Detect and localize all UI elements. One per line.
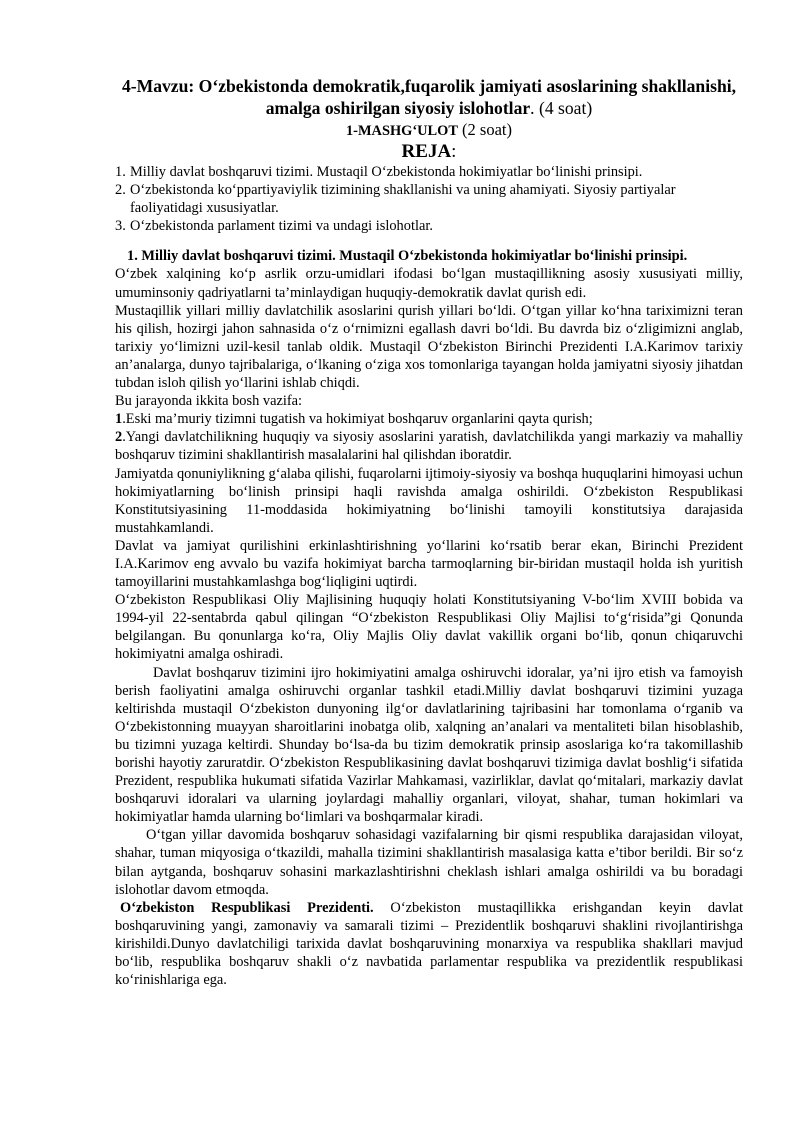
plan-heading-text: REJA <box>401 141 452 162</box>
topic-title-text: 4-Mavzu: O‘zbekistonda demokratik,fuqarolik jamiyati asoslarining shakllanishi, amalga oshirilgan siyosiy islohotlar <box>121 76 737 118</box>
paragraph: Davlat va jamiyat qurilishini erkinlashtirishning yo‘llarini ko‘rsatib berar ekan, Birinchi Prezident I.A.Karimov eng avvalo bu vazifa hokimiyat barcha tarmoqlarning bir-biridan mustaqil holda ish yuritish tamoyillarini mustahkamlashga bog‘liqligini uqtirdi. <box>115 537 743 591</box>
paragraph: Davlat boshqaruv tizimini ijro hokimiyatini amalga oshiruvchi idoralar, ya’ni ijro etish va famoyish berish faoliyatini amalga oshiruvchi organlar tashkil etadi.Milliy davlat boshqaruvi tizimini yuzaga keltirishda mustaqil O‘zbekiston dunyoning ilg‘or davlatlarining tajribasini har tomonlama o‘rganib va O‘zbekistonning muayyan sharoitlarini inobatga olib, xalqning an’analari va mentaliteti bilan hisoblashib, bu tizimni yuzaga keltirdi. Shunday bo‘lsa-da bu tizim demokratik prinsip asoslariga ko‘ra takomillashib borishi hayotiy zaruratdir. O‘zbekiston Respublikasining davlat boshqaruvi tizimiga davlat boshlig‘i sifatida Prezident, respublika hukumati sifatida Vazirlar Mahkamasi, vazirliklar, davlat qo‘mitalari, markaziy davlat boshqaruvi idoralari va ularning joylardagi mahalliy organlari, viloyat, shahar, tuman hokimlari va hokimiyatlar hamda ularning bo‘limlari va boshqarmalar kiradi. <box>115 664 743 826</box>
plan-item <box>115 217 743 235</box>
plan-item-number: 1. <box>115 164 126 180</box>
paragraph: Bu jarayonda ikkita bosh vazifa: <box>115 393 303 410</box>
paragraph: Mustaqillik yillari milliy davlatchilik asoslarini qurish yillari bo‘ldi. O‘tgan yillar ko‘hna tariximizni teran his qilish, hozirgi jahon sahnasida o‘z o‘rnimizni egallash davri bo‘ldi. Bu davrda biz o‘zligimizni anglab, tarixiy yo‘limizni uzil-kesil tanlab oldik. Mustaqil O‘zbekiston Birinchi Prezidenti I.A.Karimov tarixiy an’analarga, dunyo tajribalariga, o‘lkaning o‘ziga xos tomonlariga tayangan holda jamiyatni siyosiy jihatdan tubdan isloh qilish yo‘llarini ishlab chiqdi. <box>115 302 743 392</box>
lesson-label: 1-MASHG‘ULOT <box>345 123 458 139</box>
topic-title <box>115 76 743 119</box>
plan-item-text: O‘zbekistonda parlament tizimi va undagi islohotlar. <box>130 218 433 235</box>
paragraph: O‘zbek xalqining ko‘p asrlik orzu-umidlari ifodasi bo‘lgan mustaqillikning asosiy xususiyati milliy, umuminsoniy qadriyatlarni ta’minlaydigan huquqiy-demokratik davlat qurish edi. <box>115 266 743 301</box>
task-text: .Yangi davlatchilikning huquqiy va siyosiy asoslarini yaratish, davlatchilikda yangi markaziy va mahalliy boshqaruv tizimini shakllantirish masalalarini hal qilishdan iboratdir. <box>115 429 743 464</box>
plan-item-number: 3. <box>115 218 126 235</box>
paragraph: O‘zbekiston Respublikasi Oliy Majlisining huquqiy holati Konstitutsiyaning V-bo‘lim XVIII bobida va 1994-yil 22-sentabrda qabul qilingan “O‘zbekiston Respublikasi Oliy Majlisi to‘g‘risida”gi Qonunda belgilangan. Bu qonunlarga ko‘ra, Oliy Majlis Oliy davlat vakillik organi bo‘lib, qonun chiqaruvchi hokimiyatni amalga oshiradi. <box>115 592 743 663</box>
task-item <box>115 410 743 428</box>
paragraph-lead: O‘zbekiston Respublikasi Prezidenti. <box>120 899 374 916</box>
task-item <box>115 428 743 464</box>
section-heading: 1. Milliy davlat boshqaruvi tizimi. Mustaqil O‘zbekistonda hokimiyatlar bo‘linishi prinsipi. <box>127 248 688 265</box>
plan-list <box>115 163 743 235</box>
plan-item <box>115 181 743 217</box>
task-number: 2 <box>115 429 123 446</box>
paragraph: Jamiyatda qonuniylikning g‘alaba qilishi, fuqarolarni ijtimoiy-siyosiy va boshqa huquqlarini himoyasi uchun hokimiyatlarning bo‘linish prinsipi haqli ravishda amalga oshirildi. O‘zbekiston Respublikasi Konstitutsiyasining 11-moddasida hokimiyatning bo‘linishi tamoyili konstitutsiya darajasida mustahkamlandi. <box>115 465 743 536</box>
plan-item <box>115 163 743 181</box>
plan-item-text: Milliy davlat boshqaruvi tizimi. Mustaqil O‘zbekistonda hokimiyatlar bo‘linishi prinsipi. <box>130 164 643 180</box>
lesson-title <box>115 120 743 141</box>
paragraph: O‘tgan yillar davomida boshqaruv sohasidagi vazifalarning bir qismi respublika darajasidan viloyat, shahar, tuman miqyosiga o‘tkazildi, mahalla tizimini shakllantirish masalasiga katta e’tibor berildi. Bir so‘z bilan aytganda, boshqaruv sohasini markazlashtirishni cheklash ishlari amalga oshirildi va bu boradagi islohotlar davom etmoqda. <box>115 827 743 898</box>
task-number: 1 <box>115 411 123 428</box>
topic-hours: . (4 soat) <box>530 97 593 118</box>
plan-item-text: O‘zbekistonda ko‘ppartiyaviylik tizimining shakllanishi va uning ahamiyati. Siyosiy partiyalar faoliyatidagi xususiyatlar. <box>130 182 676 217</box>
plan-item-number: 2. <box>115 182 126 199</box>
plan-heading <box>115 141 743 162</box>
plan-heading-colon: : <box>451 141 457 162</box>
task-text: .Eski ma’muriy tizimni tugatish va hokimiyat boshqaruv organlarini qayta qurish; <box>122 411 593 428</box>
paragraph <box>115 899 743 989</box>
paragraph-text: O‘zbekiston mustaqillikka erishgandan keyin davlat boshqaruvining yangi, zamonaviy va samarali tizimi – Prezidentlik boshqaruvi shaklini rivojlantirishga kirishildi.Dunyo davlatchiligi tarixida davlat boshqaruvining monarxiya va respublika shakllari mavjud bo‘lib, respublika boshqaruv shakli o‘z navbatida parlamentar respublika va prezidentlik respublikasi ko‘rinishlariga ega. <box>115 899 743 989</box>
lesson-hours: (2 soat) <box>457 120 512 139</box>
